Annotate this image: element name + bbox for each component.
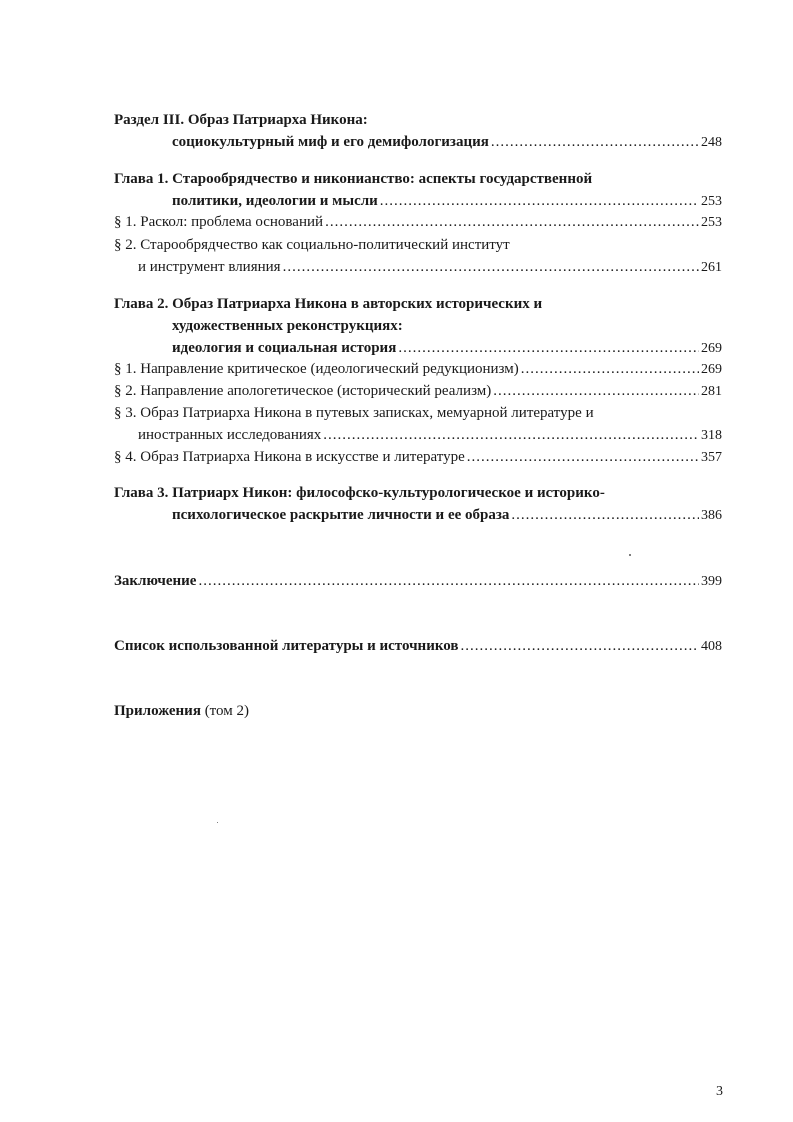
- leader-dots: [198, 572, 699, 590]
- toc-chapter1-para2-line1: § 2. Старообрядчество как социально-политический институт: [114, 237, 510, 253]
- toc-chapter3-entry: [172, 506, 722, 525]
- leader-dots: [325, 213, 699, 231]
- toc-para-text: § 1. Направление критическое (идеологический редукционизм): [114, 361, 519, 377]
- leader-dots: [521, 360, 699, 378]
- toc-page-number: 386: [701, 508, 722, 523]
- toc-page-number: 399: [701, 574, 722, 589]
- leader-dots: [467, 448, 699, 466]
- toc-chapter2-para3: [138, 426, 722, 445]
- leader-dots: [380, 192, 699, 210]
- page-number: 3: [716, 1084, 723, 1099]
- leader-dots: [283, 258, 699, 276]
- toc-para-text: и инструмент влияния: [138, 259, 281, 275]
- toc-chapter2-para2: [114, 382, 722, 401]
- leader-dots: [493, 382, 699, 400]
- toc-para-text: иностранных исследованиях: [138, 427, 322, 443]
- toc-page-number: 269: [701, 341, 722, 356]
- toc-appendix-title: Приложения: [114, 703, 201, 719]
- toc-page-number: 357: [701, 450, 722, 465]
- toc-chapter1-subtitle: политики, идеологии и мысли: [172, 193, 378, 209]
- toc-page-number: 408: [701, 639, 722, 654]
- leader-dots: [461, 637, 699, 655]
- toc-chapter3-subtitle: психологическое раскрытие личности и ее образа: [172, 507, 510, 523]
- toc-appendix: [114, 702, 249, 720]
- toc-chapter2-para3-line1: § 3. Образ Патриарха Никона в путевых записках, мемуарной литературе и: [114, 405, 594, 421]
- toc-section3-subtitle: социокультурный миф и его демифологизация: [172, 134, 489, 150]
- toc-conclusion-title: Заключение: [114, 573, 197, 589]
- toc-page-number: 248: [701, 135, 722, 150]
- leader-dots: [323, 426, 699, 444]
- toc-page-number: 281: [701, 384, 722, 399]
- toc-page-number: 253: [701, 194, 722, 209]
- toc-chapter2-para4: [114, 448, 722, 467]
- toc-chapter3-title: Глава 3. Патриарх Никон: философско-культурологическое и историко-: [114, 485, 605, 501]
- scan-speck: [629, 554, 631, 556]
- toc-page-number: 253: [701, 215, 722, 230]
- leader-dots: [398, 339, 699, 357]
- toc-chapter2-subtitle2: идеология и социальная история: [172, 340, 397, 356]
- toc-para-text: § 1. Раскол: проблема оснований: [114, 214, 324, 230]
- toc-appendix-note: (том 2): [204, 703, 249, 719]
- toc-chapter2-subtitle: художественных реконструкциях:: [172, 318, 403, 334]
- toc-chapter2-entry: [172, 339, 722, 358]
- toc-conclusion: [114, 572, 722, 591]
- toc-page-number: 269: [701, 362, 722, 377]
- toc-chapter2-title: Глава 2. Образ Патриарха Никона в авторских исторических и: [114, 296, 543, 312]
- toc-chapter1-para1: [114, 213, 722, 232]
- scan-speck: [217, 822, 218, 823]
- toc-bibliography: [114, 637, 722, 656]
- toc-chapter1-para2: [138, 258, 722, 277]
- leader-dots: [511, 506, 699, 524]
- toc-bibliography-title: Список использованной литературы и источников: [114, 638, 459, 654]
- toc-chapter2-para1: [114, 360, 722, 379]
- toc-chapter1-entry: [172, 192, 722, 211]
- toc-page-number: 261: [701, 260, 722, 275]
- toc-section3-title: Раздел III. Образ Патриарха Никона:: [114, 112, 368, 128]
- toc-page-number: 318: [701, 428, 722, 443]
- leader-dots: [491, 133, 699, 151]
- toc-section3-entry: [172, 133, 722, 152]
- toc-para-text: § 2. Направление апологетическое (исторический реализм): [114, 383, 492, 399]
- toc-para-text: § 4. Образ Патриарха Никона в искусстве и литературе: [114, 449, 465, 465]
- toc-chapter1-title: Глава 1. Старообрядчество и никонианство: аспекты государственной: [114, 171, 593, 187]
